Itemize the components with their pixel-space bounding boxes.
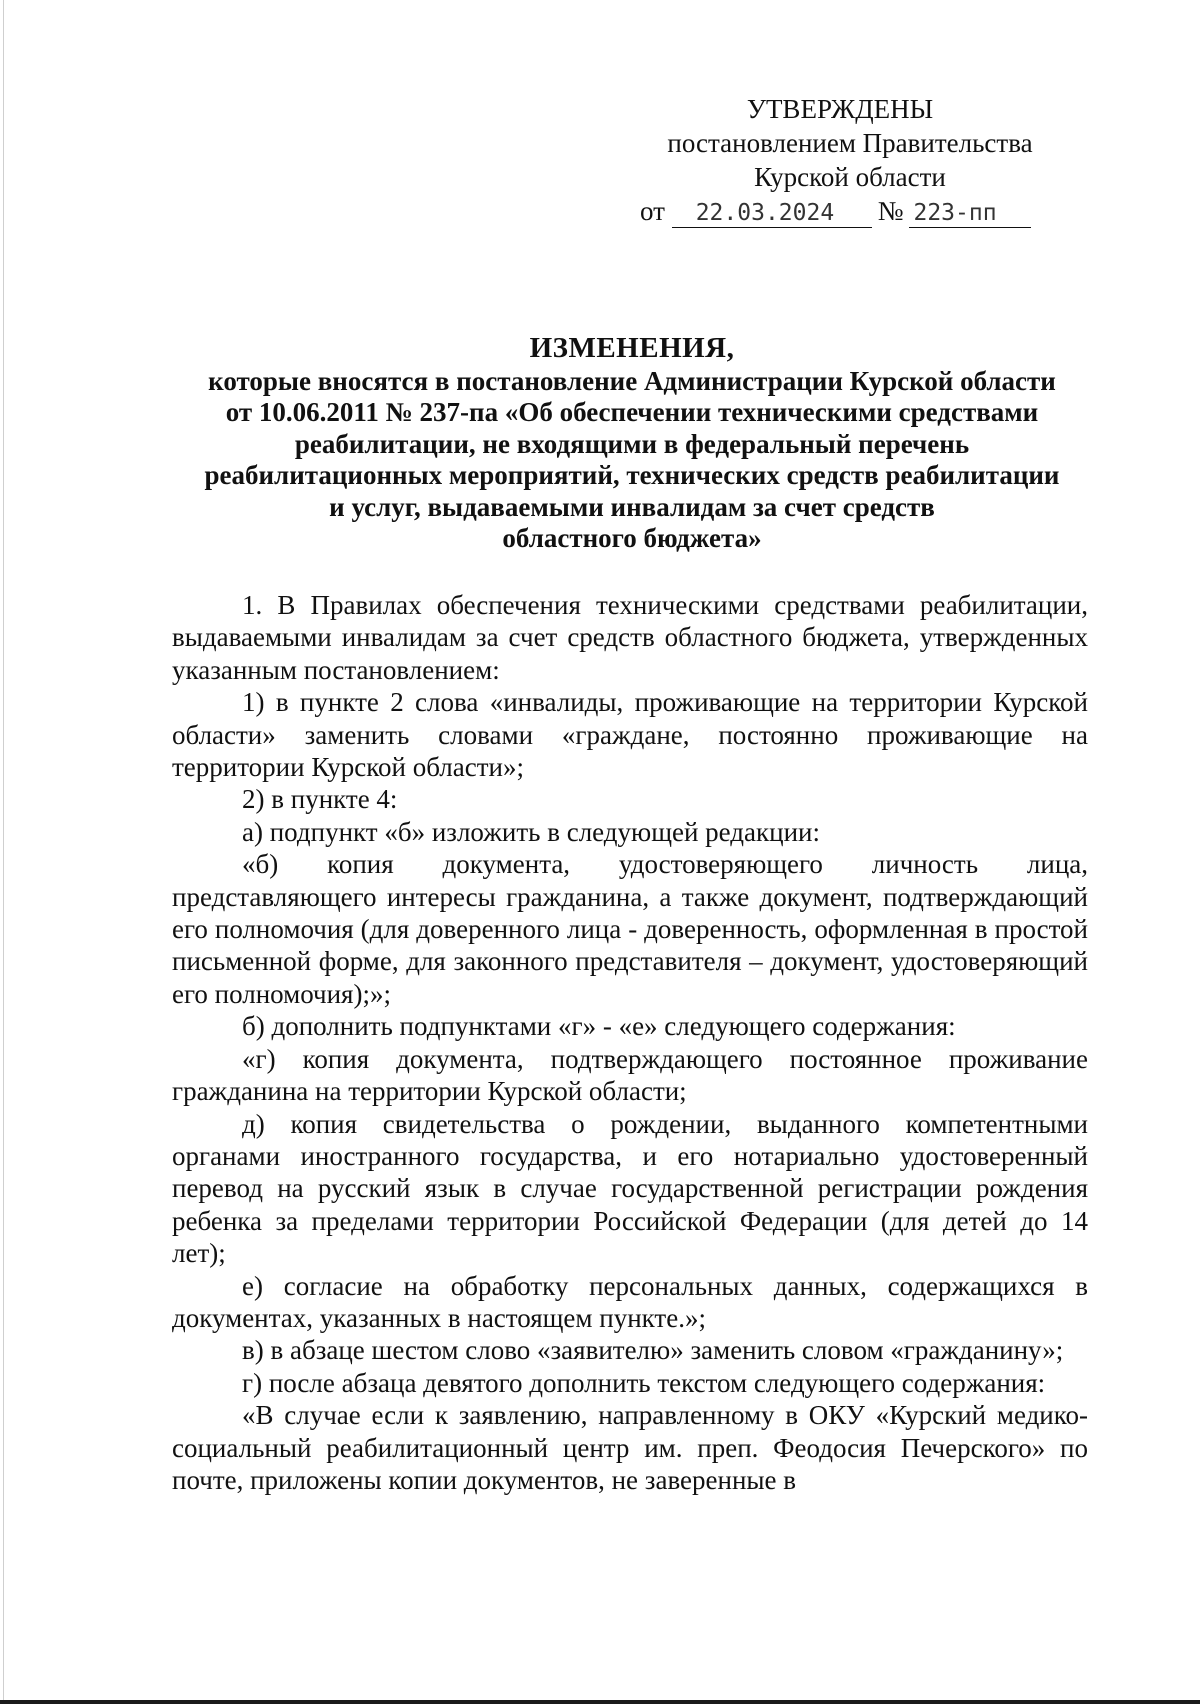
scan-edge-left	[3, 0, 4, 1704]
body-paragraph: «б) копия документа, удостоверяющего личность лица, представляющего интересы гражданина, а также документ, подтверждающий его полномочия (для доверенного лица - доверенность, оформленная в простой письменной форме, для законного представителя – документ, удостоверяющий его полномочия);»;	[172, 849, 1088, 1009]
body-paragraph: в) в абзаце шестом слово «заявителю» заменить словом «гражданину»;	[242, 1335, 1064, 1366]
body-paragraph: 1) в пункте 2 слова «инвалиды, проживающие на территории Курской области» заменить словами «граждане, постоянно проживающие на территории Курской области»;	[172, 687, 1088, 783]
date-prefix: от	[640, 196, 665, 226]
title-line: реабилитационных мероприятий, технических средств реабилитации	[204, 460, 1060, 490]
title-line: реабилитации, не входящими в федеральный перечень	[294, 428, 970, 459]
body-paragraph: г) после абзаца девятого дополнить текстом следующего содержания:	[242, 1367, 1046, 1398]
body-paragraph: 2) в пункте 4:	[242, 784, 398, 815]
body-paragraph: б) дополнить подпунктами «г» - «е» следующего содержания:	[242, 1011, 956, 1042]
approved-by-line: постановлением Правительства	[667, 128, 1033, 158]
resolution-number: 223-пп	[909, 199, 1031, 228]
approved-region-line: Курской области	[754, 162, 946, 192]
document-title	[172, 333, 1092, 555]
resolution-date: 22.03.2024	[672, 199, 872, 228]
title-line: и услуг, выдаваемыми инвалидам за счет средств	[329, 491, 935, 522]
body-paragraph: «г) копия документа, подтверждающего постоянное проживание гражданина на территории Курской области;	[172, 1043, 1088, 1107]
title-main: ИЗМЕНЕНИЯ,	[529, 332, 735, 364]
title-line: областного бюджета»	[502, 523, 762, 553]
body-paragraph: 1. В Правилах обеспечения техническими средствами реабилитации, выдаваемыми инвалидам за счет средств областного бюджета, утвержденных указанным постановлением:	[172, 590, 1088, 685]
title-line: от 10.06.2011 № 237-па «Об обеспечении техническими средствами	[225, 397, 1039, 427]
number-prefix: №	[877, 196, 904, 226]
approval-stamp-block	[640, 92, 1060, 228]
body-paragraph: д) копия свидетельства о рождении, выданного компетентными органами иностранного государства, и его нотариально удостоверенный перевод на русский язык в случае государственной регистрации рождения ребенка за пределами территории Российской Федерации (для детей до 14 лет);	[172, 1108, 1088, 1269]
title-line: которые вносятся в постановление Администрации Курской области	[208, 365, 1056, 396]
body-paragraph: е) согласие на обработку персональных данных, содержащихся в документах, указанных в настоящем пункте.»;	[172, 1270, 1088, 1333]
document-body	[172, 589, 1088, 1496]
approved-heading: УТВЕРЖДЕНЫ	[746, 94, 934, 124]
body-paragraph: а) подпункт «б» изложить в следующей редакции:	[242, 816, 820, 847]
body-paragraph: «В случае если к заявлению, направленному в ОКУ «Курский медико-социальный реабилитационный центр им. преп. Феодосия Печерского» по почте, приложены копии документов, не заверенные в	[172, 1400, 1088, 1495]
scan-edge-bottom	[0, 1700, 1200, 1704]
resolution-date-line	[640, 194, 1060, 228]
